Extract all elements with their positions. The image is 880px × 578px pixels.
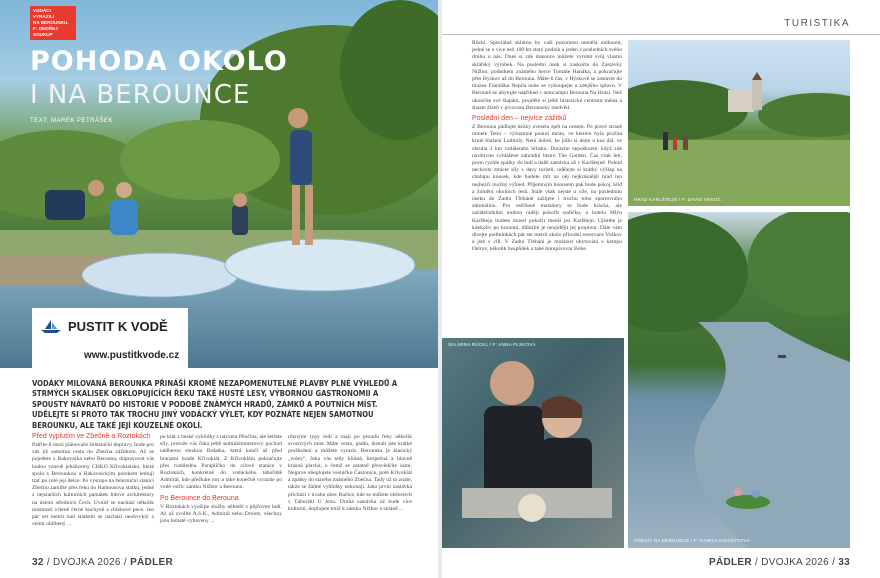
magazine-name: PÁDLER: [130, 557, 173, 568]
paragraph: Patříte-li mezi plánovače železniční dopravy, bude pro vás již samotná cesta do Zbečna zážitkem. Až se pojedete z Rakovníka nebo Berouna, dopravovat vás budou vzorně jeháňcemy CHKO Křivoklátsko, které spolu s Berounkou a Rakovnickým potokem lemují trať po celé její délce. Po výstupu na železniční stanici Zbečno zamiřte přes řeku do Hamousova statku, jedné z nejstarších kulturních památek lidové architektury na území středních Čech. Uvnitř se nachází několik místností včetně černé kuchyně a chlebové pece. Jen pár set metrů nad statkem se nachází neobvyklý a velmi oblíbený ...: [32, 442, 154, 528]
header-rule: [442, 34, 880, 35]
kicker-line: NA BEROUNKU.: [33, 20, 69, 25]
text-column-1: [32, 430, 154, 530]
sponsor-url[interactable]: www.pustitkvode.cz: [84, 350, 180, 361]
subheading: Po Berounce do Berouna: [160, 494, 239, 502]
article-title-line2: I NA BEROUNCE: [30, 80, 251, 110]
photo-castle: [628, 40, 850, 206]
sponsor-logo-box: [32, 308, 188, 370]
boat-icon: [40, 318, 62, 334]
text-column-right: [472, 40, 622, 256]
paragraph: V Roztokách využijte služby někteřé z půjčoven lodí. Až už zvolíte A.S.K., Admirál nebo Dronte, všechny jsou bohatě vybaveny ...: [160, 503, 282, 525]
subheading: Před vyplutím ve Zbečně a Roztokách: [32, 433, 151, 440]
page-footer-right: PÁDLER / DVOJKA 2026 / 33: [709, 557, 850, 568]
paragraph: Rückl. Speciálně sklárnu by vaši pozornost neměla uniknout, jedné se o více než 100 let starý podnik a jeden z posledních svého druhu u nás. Dnes si zde dokonce můžete vyrobit svůj vlastní sklářský výrobek. Na poslední úsek si zaskočte do Zastávky Nižbor, podnikem známého herce Tomáše Hanáka, a pokračujte přes Hýskov až do Berouna. Máte-li čas, v Hýskově se zastavte do muzea Františka Nepila nebo se vykoupejte u zdejšího splavu. V Berouně se ubytujte napříkad v autocampu Berouna Na Hrázi. Než ukončíte své šlapání, projděte si ještě historické centrum města a shaste žízeň v pivovaru Berounský medvěd.: [472, 40, 622, 111]
kicker-line: F: ONDŘEJ SOUKUP: [33, 26, 58, 37]
right-page: [442, 0, 880, 578]
page-number: 32: [32, 557, 44, 568]
photo-caption: VODÁCI NA BEROUNCE / F: KAMILA KOHOUTOVÁ: [634, 538, 750, 543]
text-column-3: [288, 434, 412, 515]
paragraph: různými typy lodí a mají po proudu řeky několik svozových míst. Máte vestu, pádlo, dostali jste krátké proškolení a můžete vyrazit. Berounka je klasický „voley“, řeka vás tedy klidná, bezpečná a hlavně krásná plavba, o čemž se ostatně přesvědčíte sami. Nejprve obeplujete vesničku Častonice, poté Křivoklát a zpátky do starého známého Zbečna. Tady už to znáte, takže se žádné vyhlídky nekonají. Jako první zastávka přichází v úvahu obec Račice, kde se můžete občerstvit v Táborišti U Jezu. Druhá zastávka už bude více kulturní, doplujete totiž k zámku Nižbor a skláně ...: [288, 434, 412, 513]
article-byline: TEXT: MAREK PETRÁŠEK: [30, 118, 114, 124]
page-number: 33: [838, 557, 850, 568]
text-column-2: [160, 434, 282, 527]
photo-caption: SKLÁRNA RÜCKL / F: ANNA PLSKOVÁ: [448, 342, 536, 347]
article-lead: VODÁKY MILOVANÁ BEROUNKA PŘINÁŠÍ KROMĚ NEZAPOMENUTELNÉ PLAVBY PLNÉ VÝHLEDŮ A STRMÝCH SKALISEK OBKLOPUJÍCÍCH ŘEKU TAKÉ HUSTÉ LESY, VÝBORNOU GASTRONOMII A SPOUSTY NÁVRATŮ DO HISTORIE V PODOBĚ ZNÁMÝCH HRADŮ, ZÁMKŮ A POUTNÍCH MÍST. UDĚLEJTE SI PROTO TAK TROCHU JINÝ VODÁCKÝ VÝLET, KDY POZNÁTE NEJEN SAMOTNOU BEROUNKU, ALE TAKÉ JEJÍ KOUZELNÉ OKOLÍ.: [32, 378, 398, 430]
page-footer-left: 32 / DVOJKA 2026 / PÁDLER: [32, 557, 173, 568]
river-illustration: [628, 212, 850, 548]
article-title-line1: POHODA OKOLO: [30, 46, 288, 77]
magazine-name: PÁDLER: [709, 557, 752, 568]
section-label: TURISTIKA: [784, 18, 850, 29]
issue-label: DVOJKA 2026: [53, 557, 121, 568]
left-page: [0, 0, 438, 578]
kicker-line: VODÁCI VYRAZILI: [33, 8, 54, 19]
sponsor-logo-text: PUSTIT K VODĚ: [68, 318, 168, 334]
photo-glassworks: [442, 338, 624, 548]
paragraph: po krát z beské vyhlídky s názvem Pěnčina, ale šetřete síly, protože vás čeká ještě sedmikilometrový pochod nádherou stezkou Brdatka, která končí až před branami hradu Křivoklát. Z Křivoklátu pokračujte přes rozhlednu Paraplíčko do cílové stanice v Roztokách, konkrétně do vodáckého tábořiště Admirál, kde přečkáte noc a také konečně vyrazíte po vodě vstříc zámku Nižbor a Berounu.: [160, 434, 282, 491]
subheading: Poslední den – nejvíce zážitků: [472, 115, 567, 123]
glassworks-illustration: [442, 338, 624, 548]
paragraph: Z Berouna pádlujte hezky zvesela zpět na nosem. Po pravé straně minete Tetín – významné poutní místo, ve kterém byla prožita kruté blažení Ludmily. Není dobré, ke jídlu si dejte o kus dál, ve zhruba 3 km vzdáleném Srbsku. Dorazíte nepoškozte, když zde navštívite vyhlášené zahradní bistro The Garden. Čas však letí, proto rychle zpátky do lodí a další zastávka už v Karlštejně. Pokud nechcete ztrácet síly s davy turistů, udělejte si krátký výšlap na chalupu kousek, kde budete mít na něj nejkrásnější hrad ten nejhezčí možný výhled. Příjemným bonusem pak bude pokoj, klid a žumění okolních lesů. Stále však nejste u cíle, na posledním úseku do Zadní Třebáně zažijete i trochu toho sportovního adrenalinu. Pro ostřílené matadory to bude brácka, ale začátečníkům mohou raději pokořit sudičku, u hotelu Mlýn Karlštejn budete muset pokořit menší jez Karlštejn. Ujistěte je kdekoliv po korunní, důležité je neujídějit jej proplout. Dále vám dívejte podmínkách pár set metrů okolo přírodní rezervace Voškov a jste v cíli. V Zadní Třebáni je možnost ubytování v kempu Ostrov, několik hospůdek a také minipivovar Bohe.: [472, 124, 622, 253]
castle-illustration: [628, 40, 850, 206]
photo-caption-badge: [30, 6, 76, 40]
issue-label: DVOJKA 2026: [761, 557, 829, 568]
photo-river: [628, 212, 850, 548]
photo-caption: HRAD KARLŠTEJN / F: DAVID VRKOČ: [634, 197, 722, 202]
